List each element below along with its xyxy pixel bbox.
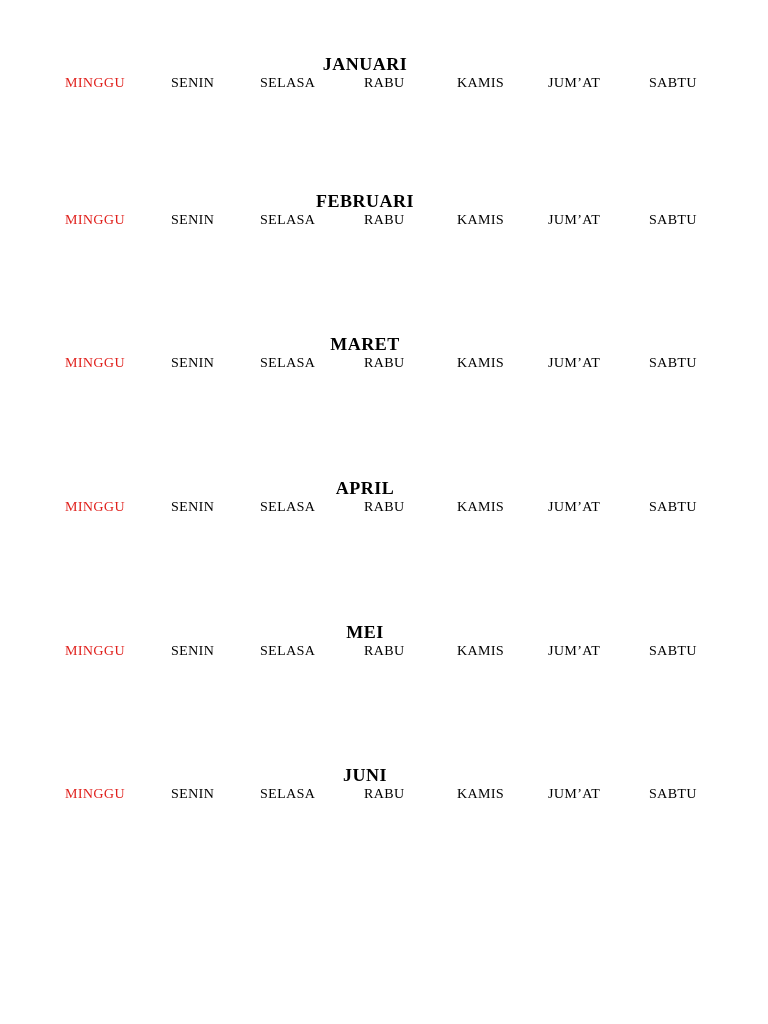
day-label-senin: SENIN (171, 76, 215, 91)
day-label-selasa: SELASA (260, 500, 316, 515)
month-block-maret (0, 333, 768, 393)
day-label-jumat: JUM’AT (548, 787, 601, 802)
day-label-minggu: MINGGU (65, 76, 125, 91)
day-label-jumat: JUM’AT (548, 356, 601, 371)
day-label-rabu: RABU (364, 76, 405, 91)
day-label-rabu: RABU (364, 356, 405, 371)
day-label-sabtu: SABTU (649, 76, 697, 91)
day-label-kamis: KAMIS (457, 213, 505, 228)
month-block-april (0, 477, 768, 537)
month-block-februari (0, 190, 768, 250)
month-title: FEBRUARI (315, 191, 414, 211)
day-label-kamis: KAMIS (457, 356, 505, 371)
day-label-jumat: JUM’AT (548, 76, 601, 91)
day-label-rabu: RABU (364, 787, 405, 802)
day-label-senin: SENIN (171, 213, 215, 228)
day-label-sabtu: SABTU (649, 644, 697, 659)
day-label-senin: SENIN (171, 787, 215, 802)
day-label-kamis: KAMIS (457, 787, 505, 802)
day-label-selasa: SELASA (260, 787, 316, 802)
day-label-kamis: KAMIS (457, 76, 505, 91)
day-label-senin: SENIN (171, 500, 215, 515)
month-title: JANUARI (322, 54, 408, 74)
day-label-minggu: MINGGU (65, 787, 125, 802)
day-label-minggu: MINGGU (65, 644, 125, 659)
month-block-januari (0, 53, 768, 113)
day-label-sabtu: SABTU (649, 213, 697, 228)
day-label-minggu: MINGGU (65, 356, 125, 371)
month-title: APRIL (335, 478, 395, 498)
day-label-selasa: SELASA (260, 644, 316, 659)
month-block-mei (0, 621, 768, 681)
month-title: MARET (330, 334, 400, 354)
day-label-sabtu: SABTU (649, 500, 697, 515)
day-label-rabu: RABU (364, 213, 405, 228)
day-label-selasa: SELASA (260, 213, 316, 228)
day-label-jumat: JUM’AT (548, 500, 601, 515)
day-label-jumat: JUM’AT (548, 644, 601, 659)
day-label-selasa: SELASA (260, 76, 316, 91)
day-label-kamis: KAMIS (457, 500, 505, 515)
day-label-sabtu: SABTU (649, 787, 697, 802)
day-label-sabtu: SABTU (649, 356, 697, 371)
day-label-minggu: MINGGU (65, 500, 125, 515)
day-label-senin: SENIN (171, 644, 215, 659)
day-label-selasa: SELASA (260, 356, 316, 371)
day-label-minggu: MINGGU (65, 213, 125, 228)
day-label-rabu: RABU (364, 500, 405, 515)
day-label-senin: SENIN (171, 356, 215, 371)
month-title: MEI (346, 622, 384, 642)
day-label-rabu: RABU (364, 644, 405, 659)
month-block-juni (0, 764, 768, 824)
month-title: JUNI (342, 765, 387, 785)
day-label-kamis: KAMIS (457, 644, 505, 659)
day-label-jumat: JUM’AT (548, 213, 601, 228)
